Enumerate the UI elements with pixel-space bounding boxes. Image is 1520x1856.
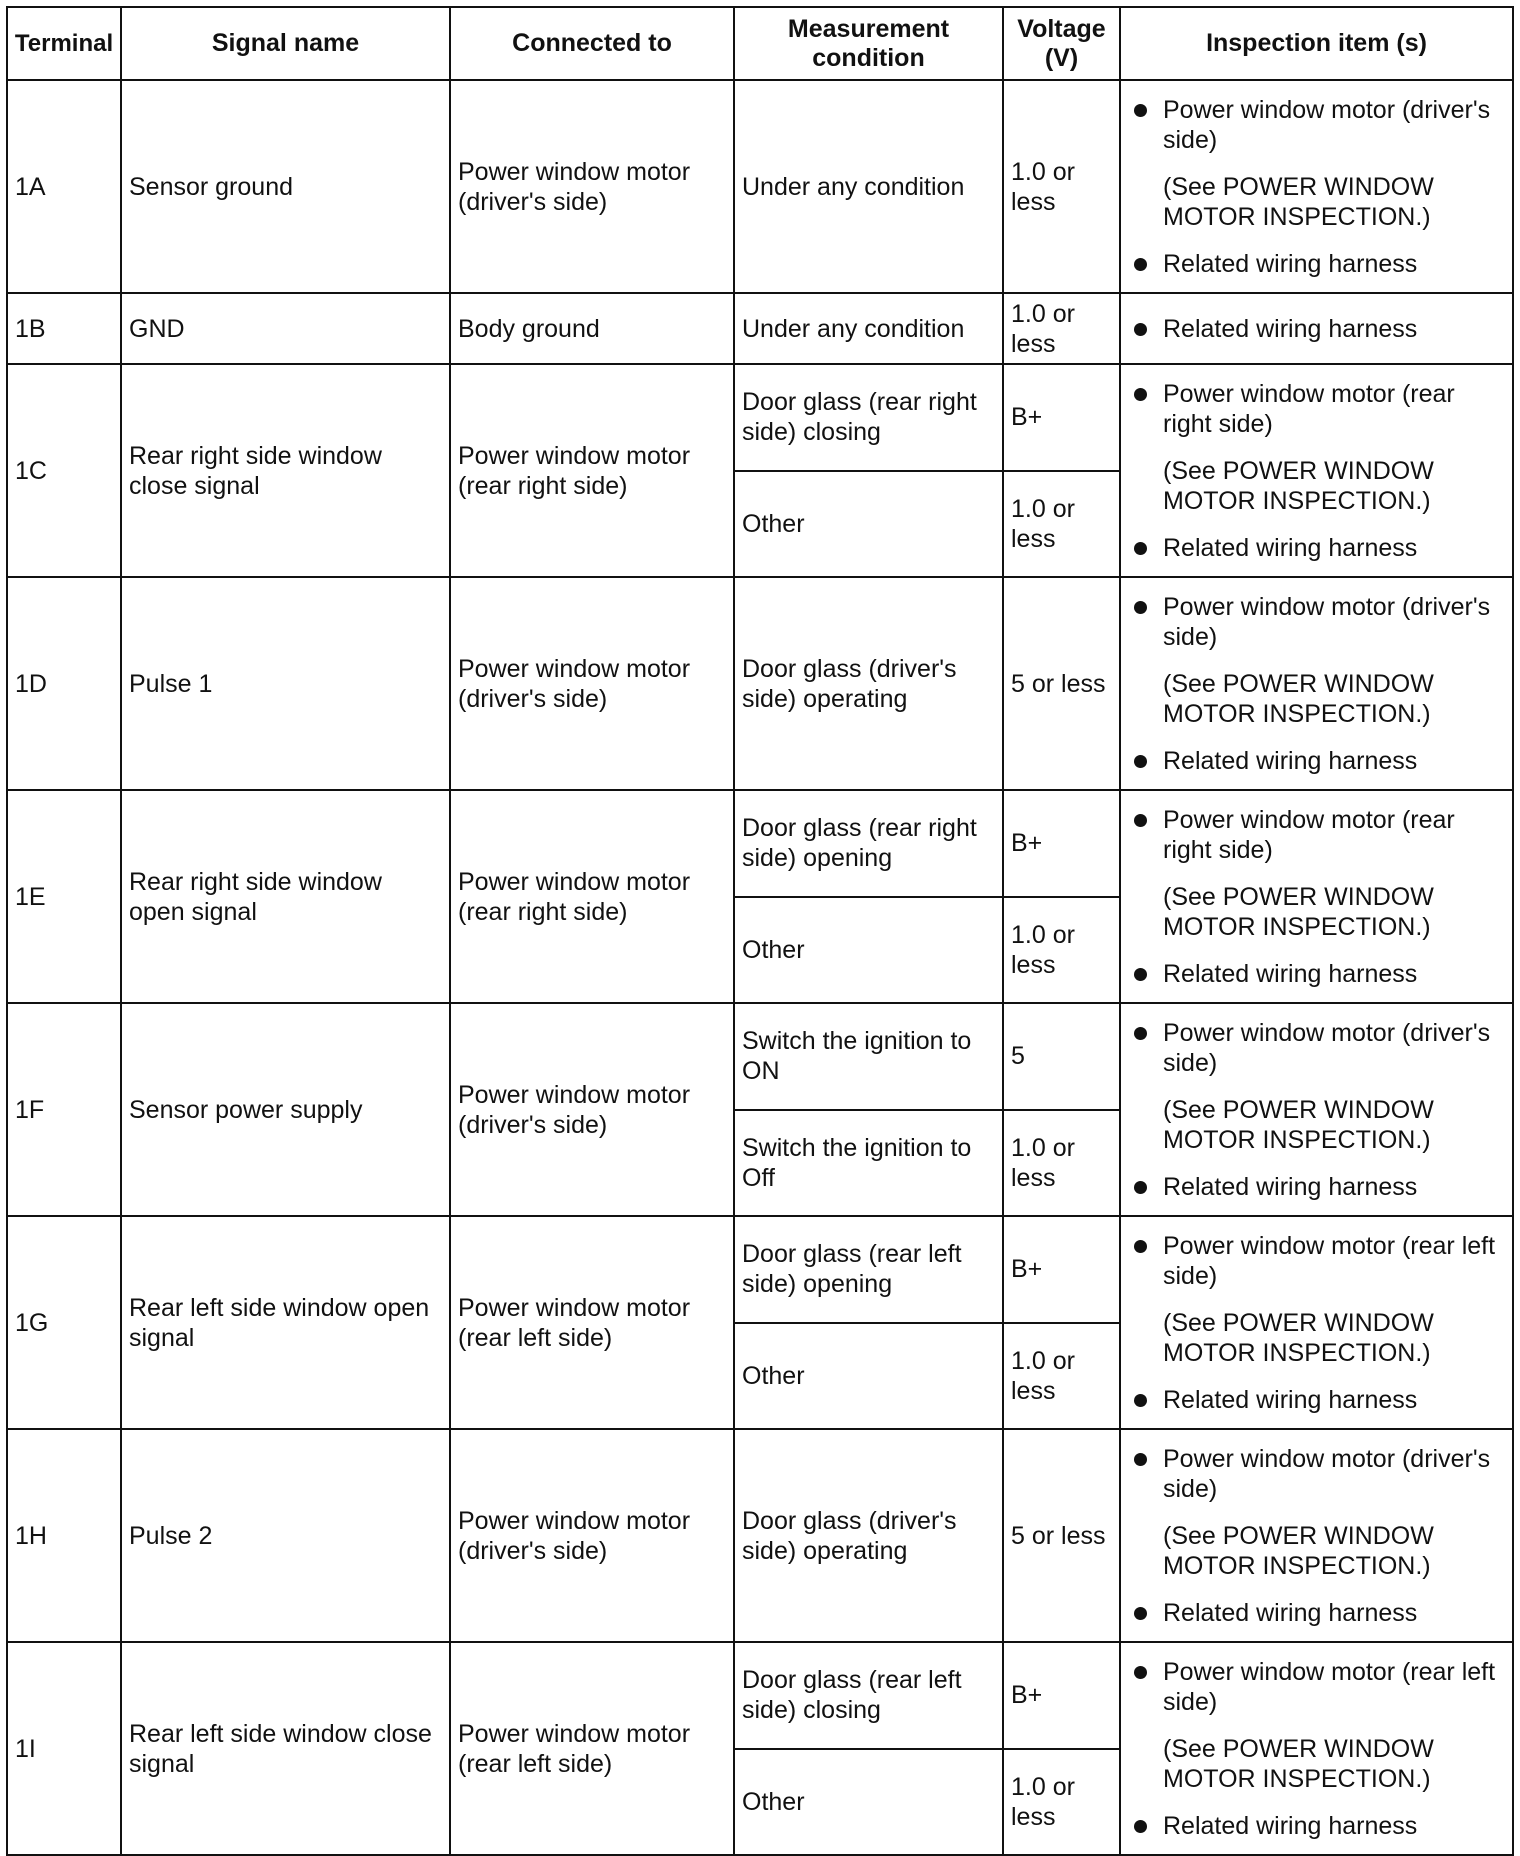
bullet-icon [1134,1394,1147,1407]
bullet-icon [1134,323,1147,336]
inspection-item-text: Related wiring harness [1163,249,1418,278]
bullet-icon [1134,542,1147,555]
inspection-item [1128,1811,1505,1841]
terminal-cell: 1B [7,293,121,364]
header-measurement-condition: Measurement condition [734,7,1003,80]
inspection-items-cell [1120,1429,1513,1642]
voltage-cell: 1.0 or less [1003,80,1120,293]
connected-to-cell: Power window motor (rear right side) [450,364,734,577]
bullet-icon [1134,388,1147,401]
connected-to-cell: Power window motor (rear left side) [450,1216,734,1429]
inspection-items-cell [1120,80,1513,293]
table-row [7,1642,1513,1749]
inspection-list [1128,1018,1505,1202]
inspection-list [1128,592,1505,776]
measurement-condition-cell: Other [734,1749,1003,1856]
see-reference: (See POWER WINDOW MOTOR INSPECTION.) [1163,669,1434,728]
bullet-icon [1134,1240,1147,1253]
voltage-cell: 1.0 or less [1003,1323,1120,1430]
inspection-item [1128,379,1505,439]
inspection-item-text: Related wiring harness [1163,959,1418,988]
inspection-item-text: Power window motor (driver's side) [1163,1444,1491,1503]
inspection-item-text: Power window motor (driver's side) [1163,592,1491,651]
inspection-item-text: Related wiring harness [1163,1172,1418,1201]
inspection-item-text: Related wiring harness [1163,746,1418,775]
measurement-condition-cell: Door glass (rear left side) closing [734,1642,1003,1749]
connected-to-cell: Power window motor (driver's side) [450,1003,734,1216]
voltage-cell: 1.0 or less [1003,1110,1120,1217]
signal-name-cell: Pulse 1 [121,577,450,790]
see-reference: (See POWER WINDOW MOTOR INSPECTION.) [1163,172,1434,231]
connected-to-cell: Power window motor (driver's side) [450,1429,734,1642]
inspection-item-text: Power window motor (driver's side) [1163,95,1491,154]
measurement-condition-cell: Switch the ignition to ON [734,1003,1003,1110]
inspection-items-cell [1120,1003,1513,1216]
signal-name-cell: Rear left side window open signal [121,1216,450,1429]
inspection-item-text: Related wiring harness [1163,533,1418,562]
inspection-item [1128,959,1505,989]
inspection-item-text: Power window motor (rear left side) [1163,1657,1496,1716]
see-reference: (See POWER WINDOW MOTOR INSPECTION.) [1163,456,1434,515]
see-reference: (See POWER WINDOW MOTOR INSPECTION.) [1163,882,1434,941]
inspection-list [1128,1231,1505,1415]
inspection-item-text: Power window motor (driver's side) [1163,1018,1491,1077]
inspection-list [1128,1657,1505,1841]
terminal-cell: 1E [7,790,121,1003]
inspection-item [1128,592,1505,652]
inspection-items-cell [1120,293,1513,364]
connected-to-cell: Power window motor (driver's side) [450,577,734,790]
table-row [7,1429,1513,1642]
measurement-condition-cell: Door glass (rear left side) opening [734,1216,1003,1323]
inspection-item-text: Power window motor (rear right side) [1163,805,1455,864]
bullet-icon [1134,1820,1147,1833]
inspection-item-text: Power window motor (rear left side) [1163,1231,1496,1290]
voltage-cell: 5 [1003,1003,1120,1110]
voltage-cell: B+ [1003,1642,1120,1749]
inspection-item [1128,95,1505,155]
signal-name-cell: Sensor power supply [121,1003,450,1216]
measurement-condition-cell: Other [734,1323,1003,1430]
terminal-cell: 1C [7,364,121,577]
bullet-icon [1134,258,1147,271]
header-inspection-items: Inspection item (s) [1120,7,1513,80]
bullet-icon [1134,1666,1147,1679]
table-row [7,364,1513,471]
table-row [7,790,1513,897]
voltage-cell: 1.0 or less [1003,293,1120,364]
inspection-list [1128,95,1505,279]
connected-to-cell: Body ground [450,293,734,364]
inspection-item [1128,1598,1505,1628]
inspection-item-text: Related wiring harness [1163,314,1418,343]
signal-name-cell: Rear right side window close signal [121,364,450,577]
inspection-item [1128,746,1505,776]
table-row [7,293,1513,364]
inspection-item [1128,314,1505,344]
see-reference: (See POWER WINDOW MOTOR INSPECTION.) [1163,1095,1434,1154]
terminal-cell: 1D [7,577,121,790]
measurement-condition-cell: Switch the ignition to Off [734,1110,1003,1217]
see-reference: (See POWER WINDOW MOTOR INSPECTION.) [1163,1308,1434,1367]
voltage-cell: 1.0 or less [1003,897,1120,1004]
measurement-condition-cell: Door glass (driver's side) operating [734,577,1003,790]
inspection-item [1128,1657,1505,1717]
voltage-cell: 1.0 or less [1003,1749,1120,1856]
inspection-item [1128,249,1505,279]
table-row [7,1003,1513,1110]
header-terminal: Terminal [7,7,121,80]
terminal-cell: 1I [7,1642,121,1855]
terminal-cell: 1F [7,1003,121,1216]
header-row [7,7,1513,80]
terminal-cell: 1A [7,80,121,293]
inspection-item [1128,533,1505,563]
header-signal-name: Signal name [121,7,450,80]
inspection-item [1128,1231,1505,1291]
bullet-icon [1134,968,1147,981]
see-reference: (See POWER WINDOW MOTOR INSPECTION.) [1163,1521,1434,1580]
connected-to-cell: Power window motor (rear right side) [450,790,734,1003]
voltage-cell: B+ [1003,790,1120,897]
terminal-cell: 1G [7,1216,121,1429]
table-body [7,80,1513,1855]
bullet-icon [1134,1607,1147,1620]
bullet-icon [1134,1181,1147,1194]
see-reference: (See POWER WINDOW MOTOR INSPECTION.) [1163,1734,1434,1793]
bullet-icon [1134,1453,1147,1466]
bullet-icon [1134,814,1147,827]
voltage-cell: B+ [1003,364,1120,471]
measurement-condition-cell: Door glass (driver's side) operating [734,1429,1003,1642]
header-connected-to: Connected to [450,7,734,80]
inspection-items-cell [1120,790,1513,1003]
inspection-items-cell [1120,1642,1513,1855]
measurement-condition-cell: Door glass (rear right side) opening [734,790,1003,897]
voltage-cell: 5 or less [1003,577,1120,790]
voltage-cell: B+ [1003,1216,1120,1323]
bullet-icon [1134,104,1147,117]
terminal-inspection-table [6,6,1514,1856]
terminal-cell: 1H [7,1429,121,1642]
inspection-item [1128,1385,1505,1415]
header-voltage: Voltage (V) [1003,7,1120,80]
bullet-icon [1134,755,1147,768]
connected-to-cell: Power window motor (driver's side) [450,80,734,293]
measurement-condition-cell: Under any condition [734,293,1003,364]
signal-name-cell: Rear right side window open signal [121,790,450,1003]
measurement-condition-cell: Other [734,471,1003,578]
inspection-item-text: Related wiring harness [1163,1811,1418,1840]
table-row [7,1216,1513,1323]
measurement-condition-cell: Under any condition [734,80,1003,293]
inspection-items-cell [1120,577,1513,790]
table-row [7,80,1513,293]
table-row [7,577,1513,790]
signal-name-cell: Rear left side window close signal [121,1642,450,1855]
inspection-items-cell [1120,1216,1513,1429]
inspection-list [1128,379,1505,563]
inspection-item-text: Related wiring harness [1163,1385,1418,1414]
signal-name-cell: Pulse 2 [121,1429,450,1642]
inspection-item [1128,1018,1505,1078]
measurement-condition-cell: Door glass (rear right side) closing [734,364,1003,471]
bullet-icon [1134,1027,1147,1040]
inspection-item-text: Power window motor (rear right side) [1163,379,1455,438]
signal-name-cell: GND [121,293,450,364]
bullet-icon [1134,601,1147,614]
inspection-items-cell [1120,364,1513,577]
inspection-list [1128,314,1505,344]
signal-name-cell: Sensor ground [121,80,450,293]
inspection-item [1128,805,1505,865]
voltage-cell: 5 or less [1003,1429,1120,1642]
measurement-condition-cell: Other [734,897,1003,1004]
inspection-item-text: Related wiring harness [1163,1598,1418,1627]
inspection-item [1128,1172,1505,1202]
inspection-item [1128,1444,1505,1504]
inspection-list [1128,805,1505,989]
connected-to-cell: Power window motor (rear left side) [450,1642,734,1855]
voltage-cell: 1.0 or less [1003,471,1120,578]
inspection-list [1128,1444,1505,1628]
